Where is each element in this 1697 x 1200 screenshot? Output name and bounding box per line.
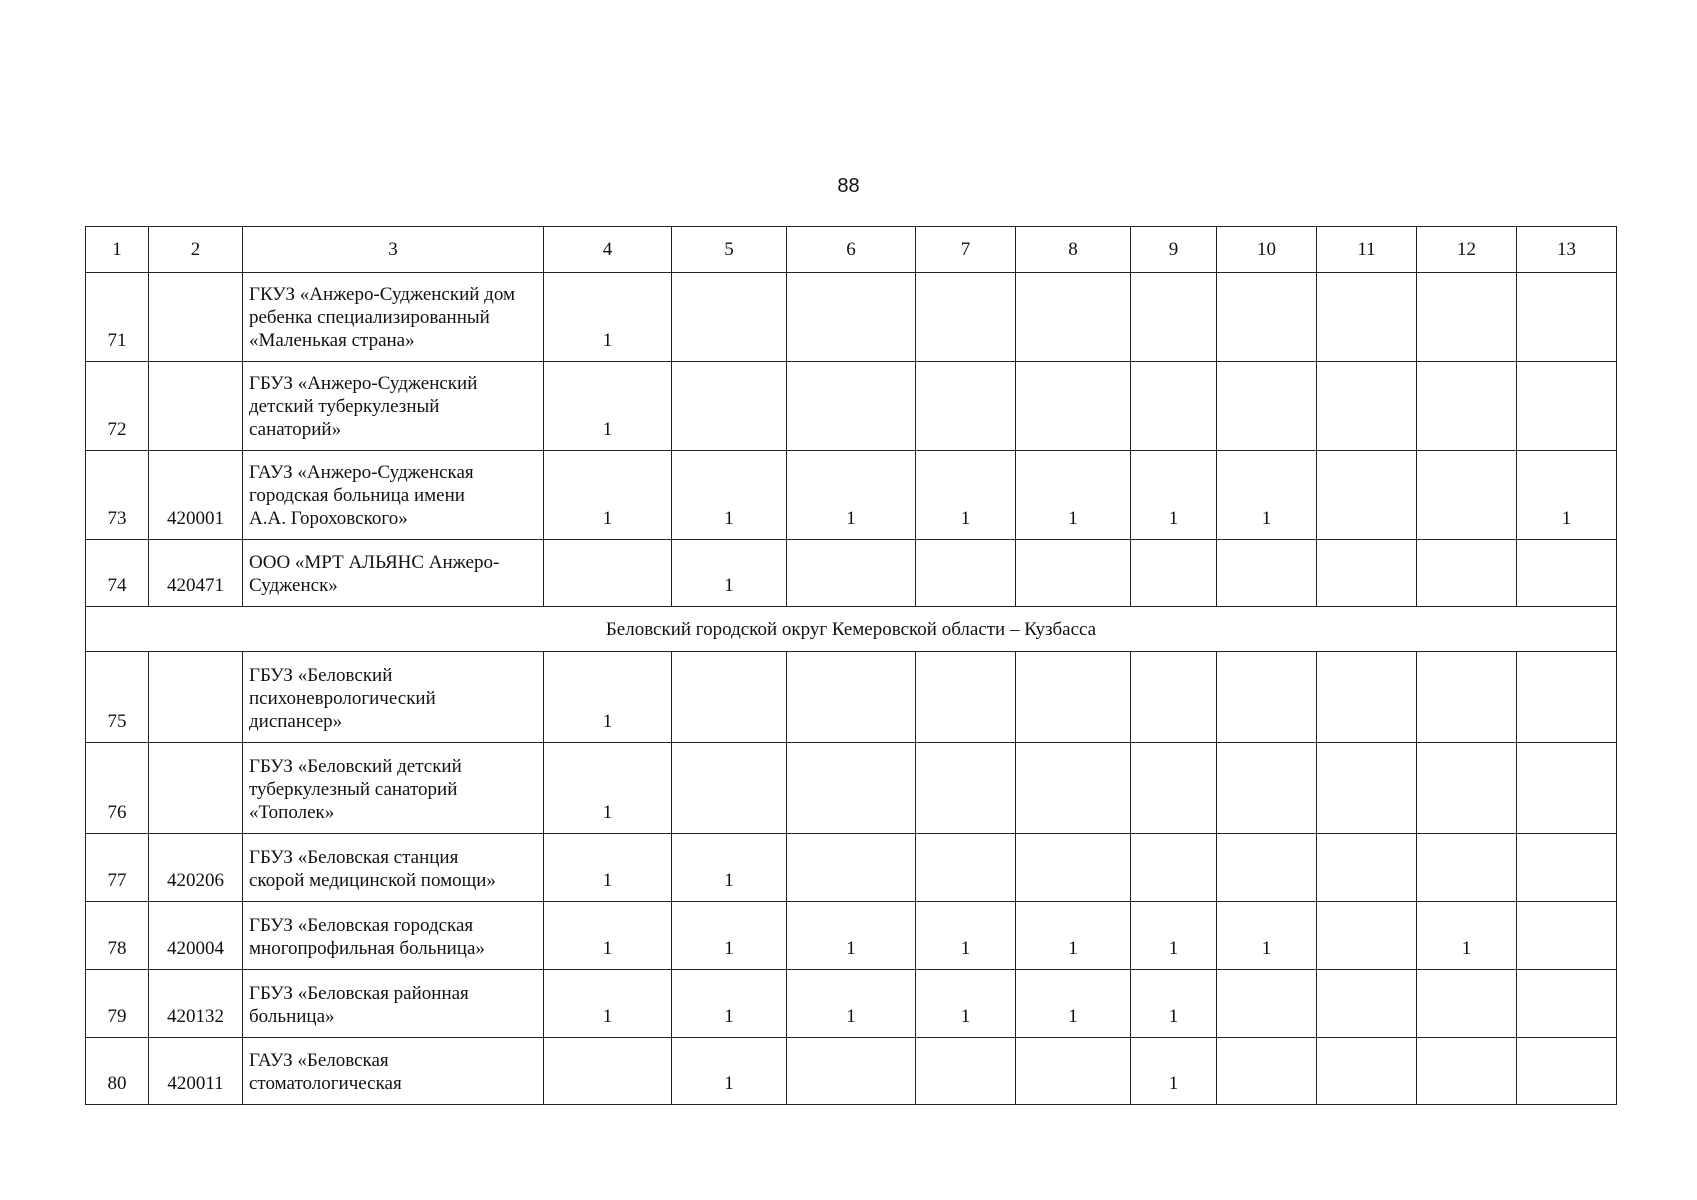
value-cell-col-5	[672, 834, 787, 902]
value-cell-col-7	[916, 652, 1016, 743]
row-code-text: 420132	[167, 1006, 224, 1027]
value-cell-col-4	[544, 652, 672, 743]
section-row	[86, 607, 1617, 652]
value-cell-col-13	[1517, 540, 1617, 607]
column-header-6-text: 6	[846, 239, 856, 260]
value-cell-col-6	[787, 273, 916, 362]
value-cell-col-4	[544, 743, 672, 834]
value-cell-col-11	[1317, 970, 1417, 1038]
table-row	[86, 1038, 1617, 1105]
row-number	[86, 273, 149, 362]
value-cell-col-13	[1517, 273, 1617, 362]
column-header-11	[1317, 227, 1417, 273]
table-row	[86, 362, 1617, 451]
table-header-row	[86, 227, 1617, 273]
column-header-11-text: 11	[1357, 239, 1376, 260]
row-code	[149, 273, 243, 362]
value-cell-col-4-text: 1	[602, 802, 613, 823]
value-cell-col-5	[672, 273, 787, 362]
organization-name	[243, 273, 544, 362]
value-cell-col-11	[1317, 540, 1417, 607]
table-row	[86, 652, 1617, 743]
column-header-5	[672, 227, 787, 273]
table-row	[86, 273, 1617, 362]
row-code	[149, 362, 243, 451]
value-cell-col-12	[1417, 362, 1517, 451]
value-cell-col-11	[1317, 451, 1417, 540]
row-number	[86, 540, 149, 607]
value-cell-col-5	[672, 652, 787, 743]
row-code	[149, 743, 243, 834]
page-number: 88	[837, 175, 860, 197]
row-code-text: 420471	[167, 575, 224, 596]
value-cell-col-6	[787, 743, 916, 834]
value-cell-col-13	[1517, 834, 1617, 902]
value-cell-col-12	[1417, 902, 1517, 970]
value-cell-col-4-text: 1	[602, 1006, 613, 1027]
value-cell-col-12	[1417, 540, 1517, 607]
organization-name	[243, 362, 544, 451]
value-cell-col-9-text: 1	[1168, 1006, 1179, 1027]
value-cell-col-8	[1016, 540, 1131, 607]
column-header-12-text: 12	[1457, 239, 1476, 260]
value-cell-col-7	[916, 1038, 1016, 1105]
value-cell-col-11	[1317, 902, 1417, 970]
value-cell-col-6-text: 1	[846, 1006, 856, 1027]
row-number	[86, 970, 149, 1038]
value-cell-col-12	[1417, 1038, 1517, 1105]
row-number	[86, 451, 149, 540]
value-cell-col-4-text: 1	[602, 870, 613, 891]
value-cell-col-5	[672, 970, 787, 1038]
table-row	[86, 970, 1617, 1038]
value-cell-col-11	[1317, 273, 1417, 362]
value-cell-col-6	[787, 902, 916, 970]
row-code	[149, 451, 243, 540]
column-header-4	[544, 227, 672, 273]
value-cell-col-12	[1417, 273, 1517, 362]
value-cell-col-12	[1417, 652, 1517, 743]
organization-name	[243, 652, 544, 743]
table-body	[86, 227, 1617, 1105]
row-code-text: 420206	[167, 870, 224, 891]
column-header-12	[1417, 227, 1517, 273]
organization-name-text: ГБУЗ «Беловский психоневрологический диспансер»	[249, 665, 436, 732]
column-header-10-text: 10	[1257, 239, 1276, 260]
value-cell-col-4-text: 1	[602, 711, 613, 732]
value-cell-col-13-text: 1	[1561, 508, 1572, 529]
value-cell-col-5-text: 1	[724, 575, 734, 596]
value-cell-col-4-text: 1	[602, 508, 613, 529]
value-cell-col-10	[1217, 273, 1317, 362]
value-cell-col-5	[672, 540, 787, 607]
value-cell-col-8-text: 1	[1068, 938, 1078, 959]
row-number-text: 79	[107, 1006, 127, 1027]
value-cell-col-10	[1217, 834, 1317, 902]
value-cell-col-7	[916, 902, 1016, 970]
row-number-text: 77	[107, 870, 127, 891]
value-cell-col-12	[1417, 743, 1517, 834]
row-code	[149, 652, 243, 743]
value-cell-col-6	[787, 540, 916, 607]
column-header-2-text: 2	[190, 239, 201, 260]
value-cell-col-12	[1417, 834, 1517, 902]
row-number-text: 80	[107, 1073, 127, 1094]
value-cell-col-6	[787, 970, 916, 1038]
value-cell-col-4-text: 1	[602, 330, 613, 351]
value-cell-col-10	[1217, 451, 1317, 540]
value-cell-col-10-text: 1	[1261, 508, 1272, 529]
organization-name-text: ООО «МРТ АЛЬЯНС Анжеро- Судженск»	[249, 552, 500, 596]
row-number-text: 76	[107, 802, 127, 823]
table-row	[86, 451, 1617, 540]
value-cell-col-7-text: 1	[960, 508, 971, 529]
value-cell-col-10	[1217, 902, 1317, 970]
value-cell-col-10	[1217, 1038, 1317, 1105]
table-row	[86, 834, 1617, 902]
value-cell-col-10-text: 1	[1261, 938, 1272, 959]
value-cell-col-6	[787, 652, 916, 743]
value-cell-col-8	[1016, 1038, 1131, 1105]
column-header-9-text: 9	[1168, 239, 1179, 260]
value-cell-col-9	[1131, 834, 1217, 902]
value-cell-col-4	[544, 273, 672, 362]
organization-name-text: ГАУЗ «Беловская стоматологическая	[249, 1050, 402, 1094]
value-cell-col-8	[1016, 970, 1131, 1038]
value-cell-col-9	[1131, 902, 1217, 970]
value-cell-col-9	[1131, 540, 1217, 607]
value-cell-col-9	[1131, 451, 1217, 540]
row-number-text: 78	[107, 938, 127, 959]
row-number-text: 73	[107, 508, 127, 529]
value-cell-col-9	[1131, 970, 1217, 1038]
table-row	[86, 902, 1617, 970]
value-cell-col-8	[1016, 902, 1131, 970]
value-cell-col-6-text: 1	[846, 508, 856, 529]
value-cell-col-7	[916, 451, 1016, 540]
value-cell-col-9-text: 1	[1168, 1073, 1179, 1094]
organization-name	[243, 743, 544, 834]
value-cell-col-11	[1317, 652, 1417, 743]
value-cell-col-11	[1317, 743, 1417, 834]
column-header-7-text: 7	[960, 239, 971, 260]
organization-name-text: ГБУЗ «Беловская районная больница»	[249, 983, 469, 1027]
value-cell-col-6-text: 1	[846, 938, 856, 959]
value-cell-col-5	[672, 451, 787, 540]
row-code	[149, 970, 243, 1038]
table-row	[86, 743, 1617, 834]
value-cell-col-5-text: 1	[724, 938, 734, 959]
value-cell-col-10	[1217, 540, 1317, 607]
organization-name	[243, 451, 544, 540]
value-cell-col-12	[1417, 451, 1517, 540]
value-cell-col-7	[916, 743, 1016, 834]
organization-name	[243, 540, 544, 607]
row-number-text: 74	[107, 575, 127, 596]
row-code-text: 420011	[167, 1073, 224, 1094]
row-code-text: 420004	[167, 938, 224, 959]
column-header-6	[787, 227, 916, 273]
value-cell-col-4-text: 1	[602, 419, 613, 440]
column-header-3-text: 3	[388, 239, 398, 260]
value-cell-col-5	[672, 362, 787, 451]
column-header-8	[1016, 227, 1131, 273]
column-header-5-text: 5	[724, 239, 734, 260]
organization-name-text: ГБУЗ «Беловская станция скорой медицинской помощи»	[249, 847, 496, 891]
value-cell-col-4	[544, 970, 672, 1038]
value-cell-col-13	[1517, 451, 1617, 540]
organization-name	[243, 834, 544, 902]
value-cell-col-8	[1016, 362, 1131, 451]
row-number	[86, 743, 149, 834]
row-number	[86, 362, 149, 451]
value-cell-col-6	[787, 834, 916, 902]
value-cell-col-4	[544, 451, 672, 540]
row-number	[86, 652, 149, 743]
table-row	[86, 540, 1617, 607]
value-cell-col-5	[672, 902, 787, 970]
value-cell-col-5-text: 1	[724, 1073, 734, 1094]
value-cell-col-4	[544, 1038, 672, 1105]
organization-name-text: ГБУЗ «Беловская городская многопрофильная больница»	[249, 915, 485, 959]
value-cell-col-11	[1317, 834, 1417, 902]
value-cell-col-8-text: 1	[1068, 508, 1078, 529]
value-cell-col-7-text: 1	[960, 938, 971, 959]
value-cell-col-12	[1417, 970, 1517, 1038]
organization-name	[243, 970, 544, 1038]
row-code	[149, 1038, 243, 1105]
value-cell-col-6	[787, 451, 916, 540]
row-code-text: 420001	[167, 508, 224, 529]
value-cell-col-8	[1016, 451, 1131, 540]
row-number-text: 75	[107, 711, 127, 732]
value-cell-col-7	[916, 362, 1016, 451]
column-header-2	[149, 227, 243, 273]
value-cell-col-9-text: 1	[1168, 508, 1179, 529]
value-cell-col-4	[544, 540, 672, 607]
row-code	[149, 540, 243, 607]
value-cell-col-13	[1517, 1038, 1617, 1105]
column-header-13	[1517, 227, 1617, 273]
row-number-text: 71	[107, 330, 127, 351]
value-cell-col-5-text: 1	[724, 508, 734, 529]
column-header-13-text: 13	[1557, 239, 1576, 260]
value-cell-col-13	[1517, 743, 1617, 834]
value-cell-col-6	[787, 1038, 916, 1105]
value-cell-col-9	[1131, 273, 1217, 362]
value-cell-col-5	[672, 1038, 787, 1105]
value-cell-col-10	[1217, 970, 1317, 1038]
value-cell-col-10	[1217, 743, 1317, 834]
column-header-9	[1131, 227, 1217, 273]
column-header-1	[86, 227, 149, 273]
value-cell-col-11	[1317, 362, 1417, 451]
value-cell-col-4	[544, 362, 672, 451]
value-cell-col-4-text: 1	[602, 938, 613, 959]
column-header-7	[916, 227, 1016, 273]
row-number	[86, 902, 149, 970]
value-cell-col-9-text: 1	[1168, 938, 1179, 959]
value-cell-col-7-text: 1	[960, 1006, 971, 1027]
row-number	[86, 834, 149, 902]
value-cell-col-8	[1016, 834, 1131, 902]
value-cell-col-9	[1131, 652, 1217, 743]
value-cell-col-10	[1217, 362, 1317, 451]
value-cell-col-5-text: 1	[724, 870, 734, 891]
organization-name-text: ГБУЗ «Беловский детский туберкулезный санаторий «Тополек»	[249, 756, 462, 823]
value-cell-col-8	[1016, 273, 1131, 362]
value-cell-col-7	[916, 540, 1016, 607]
column-header-3	[243, 227, 544, 273]
value-cell-col-7	[916, 273, 1016, 362]
value-cell-col-9	[1131, 1038, 1217, 1105]
facilities-table	[85, 226, 1617, 1105]
value-cell-col-11	[1317, 1038, 1417, 1105]
value-cell-col-7	[916, 834, 1016, 902]
row-number-text: 72	[107, 419, 127, 440]
value-cell-col-8	[1016, 743, 1131, 834]
column-header-1-text: 1	[112, 239, 122, 260]
organization-name	[243, 902, 544, 970]
value-cell-col-5	[672, 743, 787, 834]
value-cell-col-4	[544, 902, 672, 970]
value-cell-col-13	[1517, 652, 1617, 743]
organization-name-text: ГАУЗ «Анжеро-Судженская городская больница имени А.А. Гороховского»	[249, 462, 474, 529]
organization-name-text: ГКУЗ «Анжеро-Судженский дом ребенка специализированный «Маленькая страна»	[249, 284, 515, 351]
value-cell-col-8	[1016, 652, 1131, 743]
row-number	[86, 1038, 149, 1105]
value-cell-col-5-text: 1	[724, 1006, 734, 1027]
value-cell-col-12-text: 1	[1461, 938, 1472, 959]
column-header-4-text: 4	[602, 239, 613, 260]
row-code	[149, 902, 243, 970]
column-header-10	[1217, 227, 1317, 273]
section-title: Беловский городской округ Кемеровской области – Кузбасса	[86, 607, 1617, 652]
value-cell-col-13	[1517, 362, 1617, 451]
value-cell-col-13	[1517, 970, 1617, 1038]
column-header-8-text: 8	[1068, 239, 1078, 260]
value-cell-col-6	[787, 362, 916, 451]
value-cell-col-8-text: 1	[1068, 1006, 1078, 1027]
value-cell-col-13	[1517, 902, 1617, 970]
value-cell-col-7	[916, 970, 1016, 1038]
organization-name-text: ГБУЗ «Анжеро-Судженский детский туберкулезный санаторий»	[249, 373, 478, 440]
row-code	[149, 834, 243, 902]
value-cell-col-4	[544, 834, 672, 902]
value-cell-col-9	[1131, 362, 1217, 451]
value-cell-col-9	[1131, 743, 1217, 834]
value-cell-col-10	[1217, 652, 1317, 743]
organization-name	[243, 1038, 544, 1105]
